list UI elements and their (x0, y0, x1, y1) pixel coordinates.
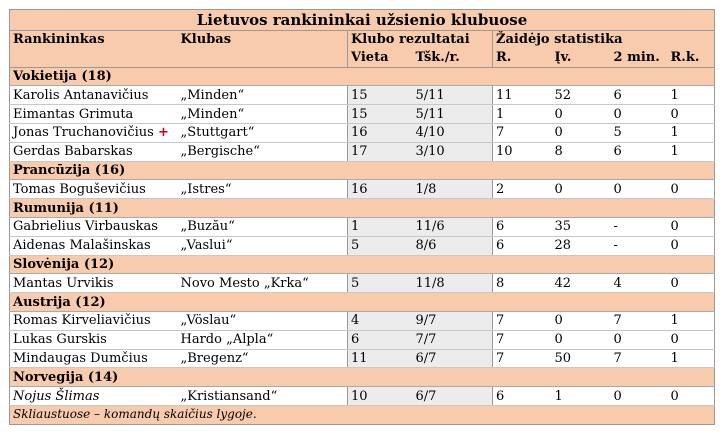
table-title: Lietuvos rankininkai užsienio klubuose (10, 10, 715, 31)
player-club-place: 16 (348, 123, 413, 142)
player-two-min: 7 (611, 349, 668, 368)
player-club-points: 5/11 (413, 86, 493, 105)
player-red-cards: 0 (668, 217, 715, 236)
player-club-points: 5/11 (413, 105, 493, 124)
player-name: Nojus Šlimas (13, 388, 100, 404)
player-name-cell (10, 330, 178, 349)
player-goals: 0 (552, 311, 611, 330)
player-club-place: 10 (348, 387, 413, 406)
player-red-cards: 0 (668, 180, 715, 199)
player-red-cards: 1 (668, 142, 715, 161)
player-goals: 35 (552, 217, 611, 236)
player-games: 1 (493, 105, 552, 124)
player-name: Mantas Urvikis (13, 275, 114, 291)
player-two-min: 0 (611, 180, 668, 199)
player-goals: 0 (552, 105, 611, 124)
header-club: Klubas (178, 31, 348, 49)
player-goals: 8 (552, 142, 611, 161)
player-row (10, 180, 715, 199)
country-row (10, 199, 715, 218)
player-name: Gerdas Babarskas (13, 144, 133, 160)
player-row (10, 349, 715, 368)
player-name-cell (10, 180, 178, 199)
player-club-place: 15 (348, 105, 413, 124)
player-name-cell (10, 142, 178, 161)
country-row (10, 255, 715, 274)
country-label: Slovėnija (12) (10, 255, 715, 274)
player-club: „Vöslau“ (178, 311, 348, 330)
player-red-cards: 0 (668, 236, 715, 255)
header-player: Rankininkas (10, 31, 178, 49)
stats-table-container (9, 9, 714, 425)
player-club: „Minden“ (178, 86, 348, 105)
player-games: 7 (493, 349, 552, 368)
player-club-points: 6/7 (413, 349, 493, 368)
player-two-min: 4 (611, 274, 668, 293)
player-name: Eimantas Grimuta (13, 106, 134, 122)
player-row (10, 274, 715, 293)
player-goals: 50 (552, 349, 611, 368)
player-club-points: 8/6 (413, 236, 493, 255)
player-name: Lukas Gurskis (13, 332, 107, 348)
player-red-cards: 1 (668, 311, 715, 330)
player-red-cards: 0 (668, 274, 715, 293)
header-points: Tšk./r. (413, 49, 493, 67)
player-games: 7 (493, 123, 552, 142)
player-name-cell (10, 123, 178, 142)
player-club-points: 6/7 (413, 387, 493, 406)
player-club-place: 5 (348, 274, 413, 293)
player-name-cell (10, 86, 178, 105)
player-club: „Stuttgart“ (178, 123, 348, 142)
country-label: Austrija (12) (10, 293, 715, 312)
country-label: Prancūzija (16) (10, 161, 715, 180)
player-club-place: 5 (348, 236, 413, 255)
player-games: 2 (493, 180, 552, 199)
player-name-cell (10, 217, 178, 236)
player-games: 10 (493, 142, 552, 161)
player-club: „Bergische“ (178, 142, 348, 161)
player-red-cards: 0 (668, 330, 715, 349)
player-goals: 0 (552, 123, 611, 142)
player-games: 6 (493, 217, 552, 236)
player-name-cell (10, 311, 178, 330)
player-goals: 0 (552, 330, 611, 349)
player-club: „Minden“ (178, 105, 348, 124)
player-two-min: 0 (611, 330, 668, 349)
player-club: „Bregenz“ (178, 349, 348, 368)
injury-mark-icon: + (157, 125, 169, 141)
player-row (10, 311, 715, 330)
player-club-points: 1/8 (413, 180, 493, 199)
player-red-cards: 0 (668, 387, 715, 406)
player-club: „Istres“ (178, 180, 348, 199)
player-club-points: 7/7 (413, 330, 493, 349)
player-row (10, 217, 715, 236)
country-row (10, 368, 715, 387)
header-place: Vieta (348, 49, 413, 67)
player-name-cell (10, 349, 178, 368)
player-club-place: 4 (348, 311, 413, 330)
player-games: 6 (493, 387, 552, 406)
player-two-min: 7 (611, 311, 668, 330)
player-games: 6 (493, 236, 552, 255)
player-name: Gabrielius Virbauskas (13, 219, 158, 235)
player-two-min: 6 (611, 142, 668, 161)
player-two-min: - (611, 217, 668, 236)
player-row (10, 123, 715, 142)
player-club: Hardo „Alpla“ (178, 330, 348, 349)
player-goals: 28 (552, 236, 611, 255)
player-goals: 1 (552, 387, 611, 406)
player-name: Tomas Boguševičius (13, 181, 146, 197)
header-blank-1 (10, 49, 178, 67)
player-two-min: - (611, 236, 668, 255)
player-row (10, 86, 715, 105)
player-row (10, 142, 715, 161)
player-games: 7 (493, 330, 552, 349)
player-club: „Vaslui“ (178, 236, 348, 255)
footnote: Skliaustuose – komandų skaičius lygoje. (10, 405, 715, 424)
header-player-stats: Žaidėjo statistika (493, 31, 715, 49)
player-name: Jonas Truchanovičius (13, 125, 154, 141)
player-name: Aidenas Malašinskas (13, 238, 151, 254)
player-games: 11 (493, 86, 552, 105)
header-club-results: Klubo rezultatai (348, 31, 493, 49)
player-club-points: 3/10 (413, 142, 493, 161)
country-row (10, 161, 715, 180)
player-name: Mindaugas Dumčius (13, 350, 148, 366)
header-rk: R.k. (668, 49, 715, 67)
player-name-cell (10, 236, 178, 255)
player-two-min: 0 (611, 105, 668, 124)
players-abroad-table (9, 9, 715, 425)
player-club-place: 16 (348, 180, 413, 199)
player-red-cards: 1 (668, 86, 715, 105)
country-label: Norvegija (14) (10, 368, 715, 387)
player-red-cards: 1 (668, 349, 715, 368)
player-club-place: 1 (348, 217, 413, 236)
country-label: Rumunija (11) (10, 199, 715, 218)
player-club-place: 11 (348, 349, 413, 368)
player-club-points: 11/6 (413, 217, 493, 236)
player-red-cards: 1 (668, 123, 715, 142)
player-name-cell (10, 387, 178, 406)
player-goals: 52 (552, 86, 611, 105)
country-row (10, 293, 715, 312)
player-games: 8 (493, 274, 552, 293)
player-two-min: 0 (611, 387, 668, 406)
player-name: Romas Kirveliavičius (13, 313, 151, 329)
header-blank-2 (178, 49, 348, 67)
country-row (10, 67, 715, 86)
player-two-min: 5 (611, 123, 668, 142)
player-club-points: 9/7 (413, 311, 493, 330)
table-body (10, 67, 715, 405)
player-club-place: 17 (348, 142, 413, 161)
player-club-place: 15 (348, 86, 413, 105)
player-row (10, 236, 715, 255)
player-name-cell (10, 274, 178, 293)
country-label: Vokietija (18) (10, 67, 715, 86)
header-two-min: 2 min. (611, 49, 668, 67)
player-club-place: 6 (348, 330, 413, 349)
player-goals: 0 (552, 180, 611, 199)
player-name-cell (10, 105, 178, 124)
player-club: „Kristiansand“ (178, 387, 348, 406)
player-two-min: 6 (611, 86, 668, 105)
player-red-cards: 0 (668, 105, 715, 124)
header-goals: Įv. (552, 49, 611, 67)
player-club-points: 11/8 (413, 274, 493, 293)
player-name: Karolis Antanavičius (13, 87, 149, 103)
player-goals: 42 (552, 274, 611, 293)
player-games: 7 (493, 311, 552, 330)
player-club: „Buzău“ (178, 217, 348, 236)
player-club: Novo Mesto „Krka“ (178, 274, 348, 293)
player-row (10, 387, 715, 406)
header-r: R. (493, 49, 552, 67)
player-row (10, 330, 715, 349)
player-club-points: 4/10 (413, 123, 493, 142)
player-row (10, 105, 715, 124)
